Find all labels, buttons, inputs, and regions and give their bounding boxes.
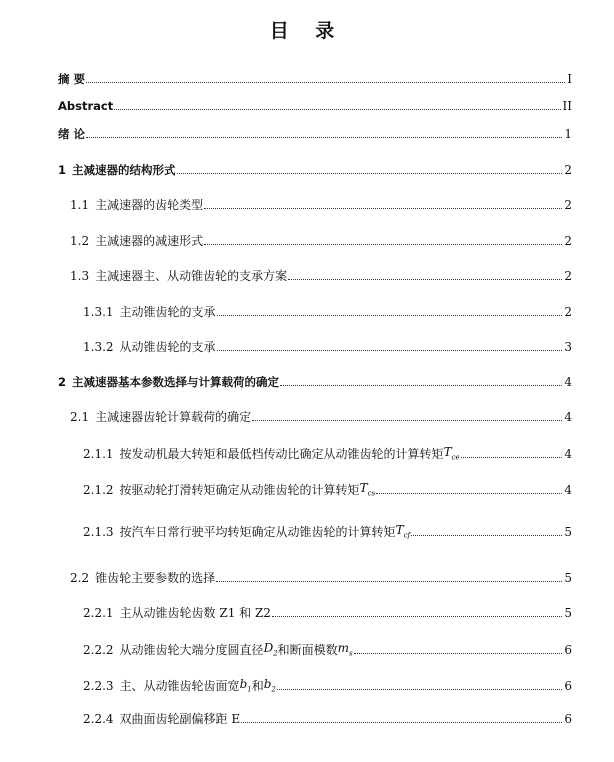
dot-leader [217, 315, 563, 316]
toc-page-number: 2 [564, 269, 572, 283]
dot-leader [204, 208, 562, 209]
toc-entry-text: 主减速器的减速形式 [95, 234, 204, 248]
dot-leader [241, 722, 562, 723]
toc-entry-text: 按发动机最大转矩和最低档传动比确定从动锥齿轮的计算转矩 [119, 447, 444, 461]
toc-entry-2-1-2[interactable] [83, 477, 572, 497]
dot-leader [86, 137, 562, 138]
dot-leader [461, 457, 563, 458]
toc-page-number: 6 [564, 643, 572, 657]
toc-entry-1-1[interactable] [70, 192, 572, 212]
toc-page-number: II [562, 99, 572, 113]
dot-leader [252, 420, 562, 421]
dot-leader [204, 244, 562, 245]
toc-entry-text: 主从动锥齿轮齿数 Z1 和 Z2 [119, 606, 271, 620]
toc-entry-2-2-2[interactable] [83, 637, 572, 657]
toc-entry-text: 主减速器基本参数选择与计算载荷的确定 [72, 375, 280, 389]
dot-leader [177, 173, 563, 174]
toc-entry-text-cont: 和断面模数 [277, 643, 338, 657]
toc-entry-1-2[interactable] [70, 228, 572, 248]
toc-entry-text: Abstract [58, 99, 114, 113]
face-width-symbol: $b_1$ [239, 676, 252, 693]
toc-entry-text: 按驱动轮打滑转矩确定从动锥齿轮的计算转矩 [119, 483, 360, 497]
toc-page-number: 2 [564, 305, 572, 319]
toc-entry-text: 主减速器齿轮计算载荷的确定 [95, 410, 252, 424]
toc-entry-number: 1.3 [70, 269, 90, 283]
toc-entry-abstract-en[interactable] [58, 93, 572, 113]
face-width-symbol: $b_2$ [263, 676, 276, 693]
diameter-symbol: $D_2$ [263, 640, 278, 657]
torque-symbol: $T_{cs}$ [359, 480, 376, 497]
toc-page-number: 4 [564, 410, 572, 424]
page-title: 目 录 [269, 20, 345, 42]
toc-entry-number: 2.2.2 [83, 643, 114, 657]
toc-entry-text: 从动锥齿轮大端分度圆直径 [119, 643, 264, 657]
toc-entry-text: 绪 论 [58, 127, 86, 141]
toc-entry-2-1-3[interactable] [83, 519, 572, 539]
toc-entry-1-3-2[interactable] [83, 334, 572, 354]
toc-page-number: 5 [564, 571, 572, 585]
toc-entry-text: 锥齿轮主要参数的选择 [95, 571, 216, 585]
toc-entry-number: 2.1 [70, 410, 90, 424]
toc-entry-text: 摘 要 [58, 72, 86, 86]
toc-entry-text: 主、从动锥齿轮齿面宽 [119, 679, 240, 693]
module-symbol: $m_s$ [337, 640, 353, 657]
toc-entry-number: 2.2.4 [83, 712, 114, 726]
toc-entry-number: 1.3.1 [83, 305, 114, 319]
toc-entry-text-cont: 和 [251, 679, 264, 693]
toc-page-number: 4 [564, 483, 572, 497]
toc-entry-2-2-4[interactable] [83, 706, 572, 726]
toc-entry-number: 2 [58, 375, 67, 389]
toc-entry-1-3-1[interactable] [83, 299, 572, 319]
dot-leader [272, 616, 562, 617]
toc-entry-abstract-cn[interactable] [58, 66, 572, 86]
toc-entry-2-2[interactable] [70, 565, 572, 585]
toc-page-number: 2 [564, 234, 572, 248]
dot-leader [114, 109, 560, 110]
toc-entry-text: 主减速器主、从动锥齿轮的支承方案 [95, 269, 288, 283]
dot-leader [217, 350, 563, 351]
torque-symbol: $T_{ce}$ [443, 444, 460, 461]
toc-entry-chapter-1[interactable] [58, 157, 572, 177]
toc-page-number: 4 [564, 375, 572, 389]
toc-page-number: 6 [564, 679, 572, 693]
toc-entry-number: 2.2.1 [83, 606, 114, 620]
toc-entry-number: 2.2.3 [83, 679, 114, 693]
toc-page-number: 2 [564, 163, 572, 177]
dot-leader [376, 493, 562, 494]
toc-entry-number: 2.1.3 [83, 525, 114, 539]
toc-page-number: 6 [564, 712, 572, 726]
toc-entry-chapter-2[interactable] [58, 369, 572, 389]
toc-entry-introduction[interactable] [58, 121, 572, 141]
torque-symbol: $T_{cf}$ [395, 522, 411, 539]
toc-page-number: 5 [564, 606, 572, 620]
dot-leader [277, 689, 562, 690]
toc-entry-text: 从动锥齿轮的支承 [119, 340, 216, 354]
toc-entry-text: 主减速器的结构形式 [72, 163, 176, 177]
toc-entry-2-2-3[interactable] [83, 673, 572, 693]
dot-leader [216, 581, 562, 582]
dot-leader [411, 535, 562, 536]
toc-entry-number: 1.3.2 [83, 340, 114, 354]
toc-entry-1-3[interactable] [70, 263, 572, 283]
toc-page-number: I [567, 72, 572, 86]
toc-entry-2-2-1[interactable] [83, 600, 572, 620]
dot-leader [288, 279, 562, 280]
toc-entry-number: 2.1.1 [83, 447, 114, 461]
dot-leader [354, 653, 563, 654]
toc-entry-2-1-1[interactable] [83, 441, 572, 461]
toc-entry-number: 1.1 [70, 198, 90, 212]
toc-entry-number: 2.1.2 [83, 483, 114, 497]
toc-page-number: 2 [564, 198, 572, 212]
toc-entry-number: 2.2 [70, 571, 90, 585]
toc-entry-2-1[interactable] [70, 404, 572, 424]
toc-entry-text: 双曲面齿轮副偏移距 E [119, 712, 241, 726]
toc-page-number: 4 [564, 447, 572, 461]
toc-entry-number: 1.2 [70, 234, 90, 248]
toc-entry-number: 1 [58, 163, 67, 177]
dot-leader [86, 82, 565, 83]
toc-page-number: 5 [564, 525, 572, 539]
toc-entry-text: 主动锥齿轮的支承 [119, 305, 216, 319]
toc-page-number: 1 [564, 127, 572, 141]
dot-leader [280, 385, 562, 386]
toc-entry-text: 按汽车日常行驶平均转矩确定从动锥齿轮的计算转矩 [119, 525, 396, 539]
toc-entry-text: 主减速器的齿轮类型 [95, 198, 204, 212]
toc-page-number: 3 [564, 340, 572, 354]
